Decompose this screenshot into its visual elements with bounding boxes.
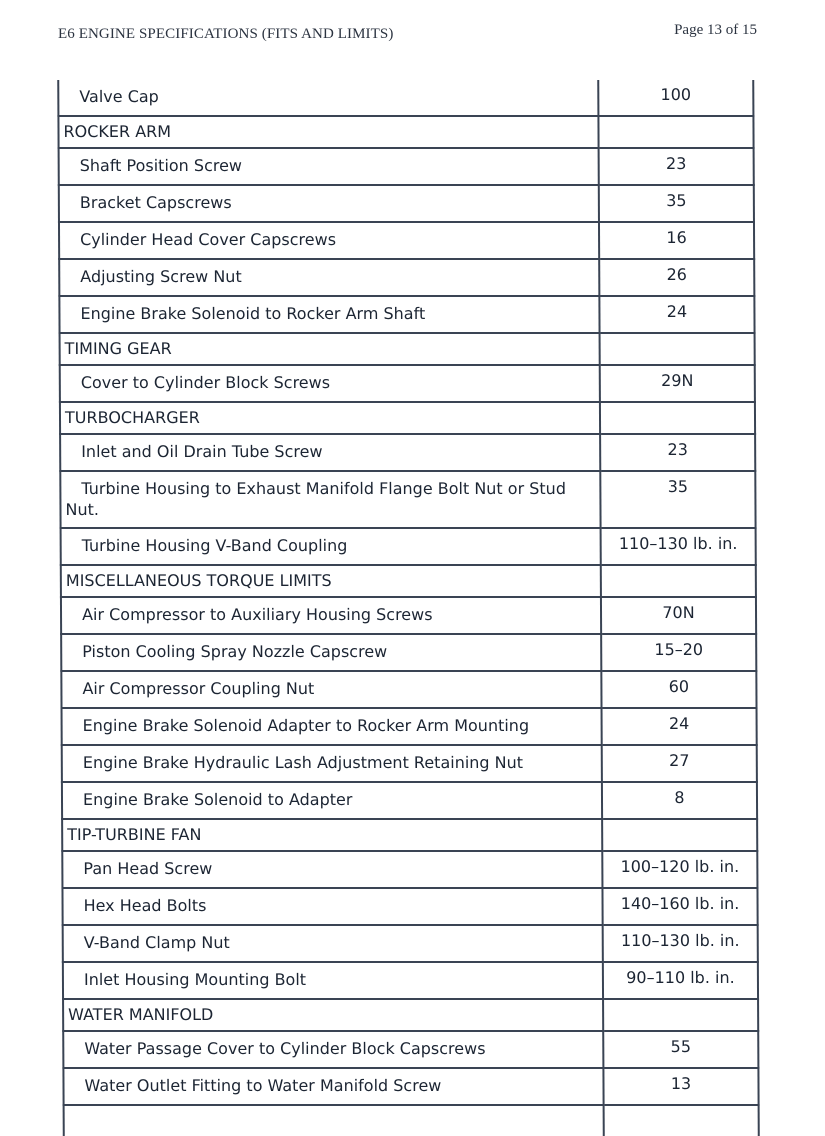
torque-value: 35 (600, 471, 755, 528)
torque-value: 23 (599, 148, 754, 185)
torque-value: 90–110 lb. in. (603, 962, 758, 999)
table-row (59, 222, 754, 259)
fastener-description: Cover to Cylinder Block Screws (60, 365, 600, 402)
torque-value: 27 (602, 745, 757, 782)
torque-value: 140–160 lb. in. (602, 888, 757, 925)
torque-value: 35 (599, 185, 754, 222)
fastener-description: Inlet Housing Mounting Bolt (63, 962, 603, 999)
section-header-row (63, 999, 758, 1031)
torque-value: 110–130 lb. in. (601, 528, 756, 565)
fastener-description: Inlet and Oil Drain Tube Screw (60, 434, 600, 471)
table-row (62, 851, 757, 888)
fastener-description: Bracket Capscrews (59, 185, 599, 222)
torque-value (603, 999, 758, 1031)
torque-value: 29N (600, 365, 755, 402)
section-title: ROCKER ARM (58, 116, 598, 148)
torque-value: 60 (601, 671, 756, 708)
table-row (60, 434, 755, 471)
fastener-description: Hex Head Bolts (62, 888, 602, 925)
torque-value: 8 (602, 782, 757, 819)
table-row (60, 365, 755, 402)
table-row (62, 782, 757, 819)
table-row (63, 925, 758, 962)
fastener-description: Adjusting Screw Nut (59, 259, 599, 296)
torque-value (598, 116, 753, 148)
table-row (59, 296, 754, 333)
section-header-row (62, 819, 757, 851)
document-title: E6 ENGINE SPECIFICATIONS (FITS AND LIMITS) (58, 26, 394, 42)
fastener-description: Water Outlet Fitting to Water Manifold Screw (63, 1068, 603, 1105)
torque-value: 23 (600, 434, 755, 471)
torque-value: 100–120 lb. in. (602, 851, 757, 888)
fastener-description: Engine Brake Solenoid to Rocker Arm Shaft (59, 296, 599, 333)
fastener-description: Air Compressor Coupling Nut (61, 671, 601, 708)
torque-value (600, 402, 755, 434)
section-header-row (60, 402, 755, 434)
fastener-description: Water Passage Cover to Cylinder Block Capscrews (63, 1031, 603, 1068)
table-row (63, 1031, 758, 1068)
fastener-description: Shaft Position Screw (59, 148, 599, 185)
table-row (59, 185, 754, 222)
section-title: TIP-TURBINE FAN (62, 819, 602, 851)
fastener-description: Turbine Housing V-Band Coupling (61, 528, 601, 565)
torque-value: 15–20 (601, 634, 756, 671)
table-row (59, 259, 754, 296)
table-row (62, 708, 757, 745)
spec-table-body (58, 80, 759, 1136)
fastener-description: Piston Cooling Spray Nozzle Capscrew (61, 634, 601, 671)
section-title: WATER MANIFOLD (63, 999, 603, 1031)
table-row (62, 745, 757, 782)
torque-value: 16 (599, 222, 754, 259)
torque-value (600, 333, 755, 365)
page-number: Page 13 of 15 (674, 22, 757, 38)
torque-value (602, 819, 757, 851)
blank-row (64, 1105, 759, 1136)
torque-value: 100 (598, 80, 753, 116)
section-title: MISCELLANEOUS TORQUE LIMITS (61, 565, 601, 597)
fastener-description: Engine Brake Hydraulic Lash Adjustment Retaining Nut (62, 745, 602, 782)
table-row (62, 888, 757, 925)
torque-value: 13 (603, 1068, 758, 1105)
section-header-row (61, 565, 756, 597)
table-row (63, 962, 758, 999)
table-row (63, 1068, 758, 1105)
fastener-description: Air Compressor to Auxiliary Housing Screws (61, 597, 601, 634)
table-row (61, 634, 756, 671)
table-row (61, 597, 756, 634)
fastener-description: Pan Head Screw (62, 851, 602, 888)
torque-spec-table (57, 80, 760, 1136)
table-row (60, 471, 755, 528)
fastener-description: Valve Cap (58, 80, 598, 116)
torque-value: 24 (599, 296, 754, 333)
torque-value: 110–130 lb. in. (603, 925, 758, 962)
fastener-description: Turbine Housing to Exhaust Manifold Flange Bolt Nut or Stud Nut. (60, 471, 600, 528)
table-row (58, 80, 753, 116)
fastener-description: Engine Brake Solenoid to Adapter (62, 782, 602, 819)
fastener-description (64, 1105, 604, 1136)
page-header (58, 22, 757, 43)
section-title: TURBOCHARGER (60, 402, 600, 434)
section-title: TIMING GEAR (60, 333, 600, 365)
section-header-row (58, 116, 753, 148)
torque-value: 24 (602, 708, 757, 745)
torque-value (604, 1105, 759, 1136)
torque-value: 26 (599, 259, 754, 296)
table-row (59, 148, 754, 185)
torque-value: 70N (601, 597, 756, 634)
table-row (61, 528, 756, 565)
table-row (61, 671, 756, 708)
torque-value (601, 565, 756, 597)
section-header-row (60, 333, 755, 365)
torque-value: 55 (603, 1031, 758, 1068)
fastener-description: V-Band Clamp Nut (63, 925, 603, 962)
fastener-description: Cylinder Head Cover Capscrews (59, 222, 599, 259)
fastener-description: Engine Brake Solenoid Adapter to Rocker Arm Mounting (62, 708, 602, 745)
